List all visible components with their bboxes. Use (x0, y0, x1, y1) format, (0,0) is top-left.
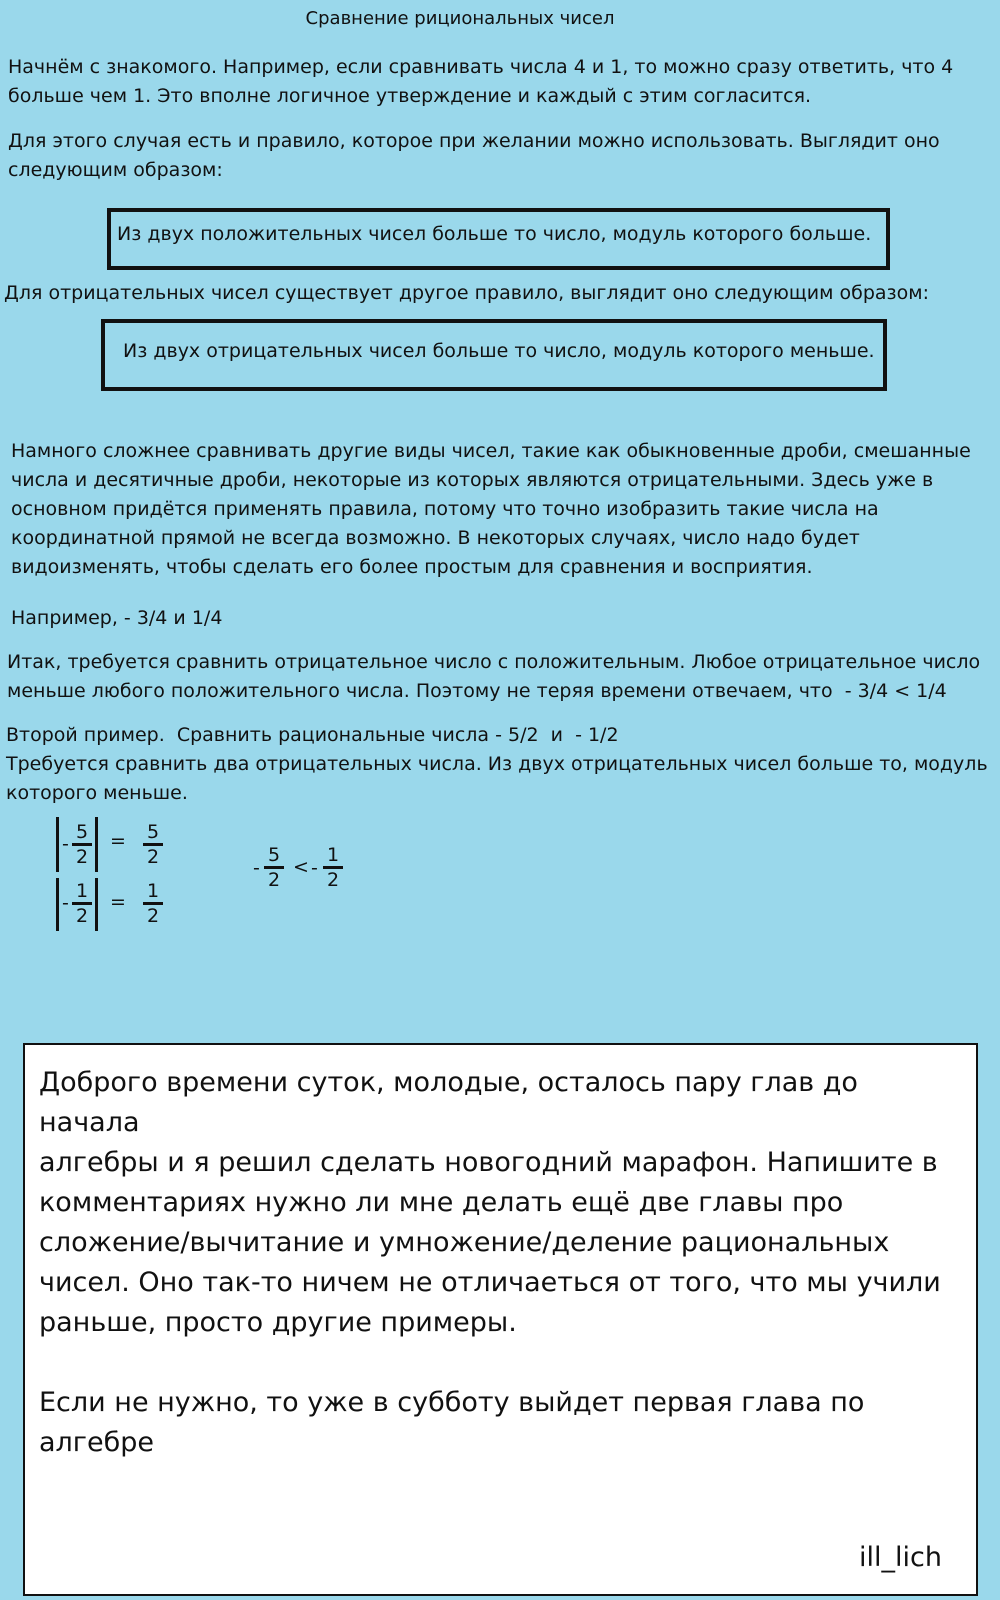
intro-paragraph: Начнём с знакомого. Например, если сравнивать числа 4 и 1, то можно сразу ответить, что 4 больше чем 1. Это вполне логичное утверждение и каждый с этим согласится. (8, 56, 954, 107)
complex-numbers-paragraph: Намного сложнее сравнивать другие виды чисел, такие как обыкновенные дроби, смешанные числа и десятичные дроби, некоторые из которых являются отрицательными. Здесь уже в основном придётся применять правила, потому что точно изобразить такие числа на координатной прямой не всегда возможно. В некоторых случаях, число надо будет видоизменять, чтобы сделать его более простым для сравнения и восприятия. (11, 440, 971, 578)
example1-explanation: Итак, требуется сравнить отрицательное число с положительным. Любое отрицательное число меньше любого положительного числа. Поэтому не теряя времени отвечаем, что - 3/4 < 1/4 (7, 651, 981, 702)
abs-bar-left (56, 878, 59, 931)
numerator: 5 (267, 844, 281, 866)
negative-rule-text: Из двух отрицательных чисел больше то число, модуль которого меньше. (123, 340, 875, 362)
positive-rule-text: Из двух положительных чисел больше то число, модуль которого больше. (117, 223, 872, 245)
author-signature: ill_lich (859, 1542, 942, 1573)
fraction (70, 881, 94, 926)
example2-text: Второй пример. Сравнить рациональные числа - 5/2 и - 1/2 Требуется сравнить два отрицательных числа. Из двух отрицательных чисел больше то, модуль которого меньше. (6, 724, 988, 804)
announcement-text: Доброго времени суток, молодые, осталось пару глав до начала алгебры и я решил сделать новогодний марафон. Напишите в комментариях нужно ли мне делать ещё две главы про сложение/вычитание и умножение/деление рациональных чисел. Оно так-то ничем не отличаеться от того, что мы учили раньше, просто другие примеры. Если не нужно, то уже в субботу выйдет первая глава по алгебре (39, 1067, 941, 1458)
fraction-left (262, 845, 286, 890)
abs-bar-right (95, 878, 98, 931)
negative-rule-intro: Для отрицательных чисел существует другое правило, выглядит оно следующим образом: (4, 282, 929, 304)
numerator: 1 (75, 880, 89, 902)
abs-bar-left (56, 817, 59, 872)
minus-sign: - (62, 833, 69, 855)
equals-sign: = (110, 830, 126, 852)
equals-sign: = (110, 891, 126, 913)
rule-intro-paragraph: Для этого случая есть и правило, которое при желании можно использовать. Выглядит оно следующим образом: (8, 130, 940, 181)
positive-rule-box (107, 208, 890, 270)
minus-sign: - (311, 857, 318, 879)
minus-sign: - (62, 892, 69, 914)
negative-rule-box (101, 319, 887, 391)
denominator: 2 (326, 869, 340, 891)
denominator: 2 (146, 846, 160, 868)
denominator: 2 (267, 869, 281, 891)
fraction-right (321, 845, 345, 890)
denominator: 2 (75, 846, 89, 868)
fraction (70, 822, 94, 867)
less-than-sign: < (293, 856, 309, 878)
numerator: 5 (146, 821, 160, 843)
example1-label: Например, - 3/4 и 1/4 (11, 607, 223, 629)
minus-sign: - (253, 857, 260, 879)
announcement-box (23, 1043, 978, 1596)
numerator: 5 (75, 821, 89, 843)
abs-bar-right (95, 817, 98, 872)
fraction-result (141, 822, 165, 867)
numerator: 1 (146, 880, 160, 902)
denominator: 2 (75, 905, 89, 927)
page-title: Сравнение рициональных чисел (305, 8, 615, 29)
denominator: 2 (146, 905, 160, 927)
fraction-result (141, 881, 165, 926)
numerator: 1 (326, 844, 340, 866)
